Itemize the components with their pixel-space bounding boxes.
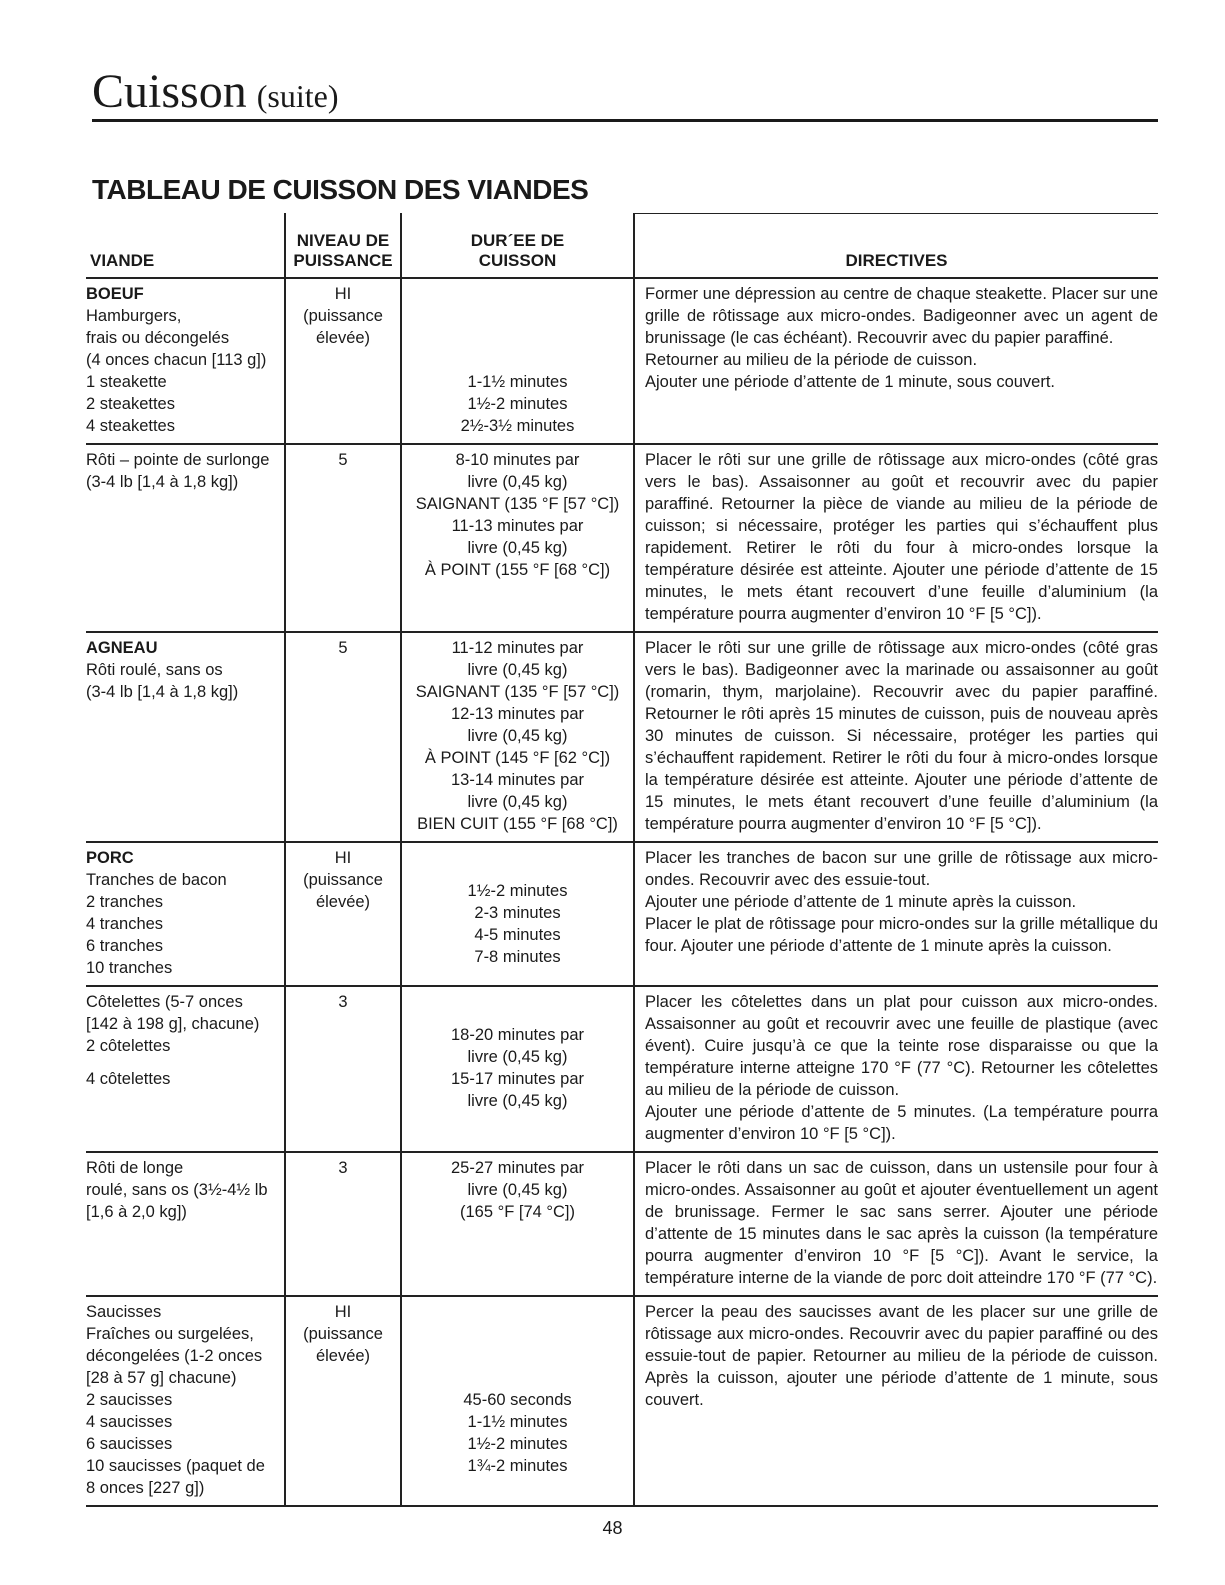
table-row bbox=[86, 444, 1158, 632]
niveau-cell bbox=[285, 1152, 401, 1296]
viande-line: décongelées (1-2 onces bbox=[86, 1347, 263, 1365]
duree-line: 4-5 minutes bbox=[474, 926, 561, 944]
viande-line: 6 tranches bbox=[86, 937, 164, 955]
viande-cell bbox=[86, 1152, 285, 1296]
niveau-line: (puissance bbox=[303, 307, 383, 325]
viande-line: Hamburgers, bbox=[86, 307, 182, 325]
viande-line: 4 steakettes bbox=[86, 417, 175, 435]
page-number: 48 bbox=[602, 1518, 623, 1538]
directive-paragraph: Ajouter une période d’attente de 1 minute après la cuisson. bbox=[645, 893, 1077, 911]
duree-line: SAIGNANT (135 °F [57 °C]) bbox=[415, 495, 620, 513]
niveau-line: HI bbox=[334, 1303, 352, 1321]
duree-cell bbox=[401, 444, 634, 632]
column-header-duree-line: DUR´EE DE bbox=[470, 231, 565, 250]
page-title: Cuisson bbox=[92, 65, 247, 118]
duree-line: 7-8 minutes bbox=[474, 948, 561, 966]
viande-line: Fraîches ou surgelées, bbox=[86, 1325, 254, 1343]
directives-cell bbox=[634, 986, 1158, 1152]
table-header-row bbox=[86, 213, 1158, 278]
viande-line: 2 steakettes bbox=[86, 395, 175, 413]
category-label: AGNEAU bbox=[86, 639, 158, 657]
viande-line: [1,6 à 2,0 kg]) bbox=[86, 1203, 187, 1221]
column-header-directives: DIRECTIVES bbox=[634, 213, 1158, 278]
duree-line: 11-12 minutes par bbox=[451, 639, 584, 657]
viande-cell bbox=[86, 444, 285, 632]
directives-cell bbox=[634, 632, 1158, 842]
viande-line: 4 saucisses bbox=[86, 1413, 173, 1431]
duree-line: livre (0,45 kg) bbox=[467, 1092, 568, 1110]
duree-cell bbox=[401, 278, 634, 444]
directive-paragraph: Ajouter une période d’attente de 5 minutes. (La température pourra augmenter d’environ 10 °F [5 °C]). bbox=[645, 1103, 1158, 1143]
table-row bbox=[86, 842, 1158, 986]
page-header bbox=[92, 64, 1158, 119]
niveau-line: élevée) bbox=[315, 893, 371, 911]
viande-line: 6 saucisses bbox=[86, 1435, 173, 1453]
column-header-viande: VIANDE bbox=[90, 251, 155, 270]
niveau-line: 5 bbox=[338, 451, 348, 469]
duree-line: 2-3 minutes bbox=[474, 904, 561, 922]
table-title: TABLEAU DE CUISSON DES VIANDES bbox=[92, 174, 589, 205]
niveau-cell bbox=[285, 986, 401, 1152]
duree-line: À POINT (155 °F [68 °C]) bbox=[424, 561, 611, 579]
viande-cell bbox=[86, 1296, 285, 1506]
duree-line: livre (0,45 kg) bbox=[467, 539, 568, 557]
viande-line: [142 à 198 g], chacune) bbox=[86, 1015, 260, 1033]
duree-line: 8-10 minutes par bbox=[455, 451, 580, 469]
directive-paragraph: Former une dépression au centre de chaque steakette. Placer sur une grille de rôtissage aux micro-ondes. Badigeonner avec un agent de brunissage (le cas échéant). Recouvrir avec du papier paraffiné. bbox=[645, 285, 1158, 347]
niveau-cell bbox=[285, 444, 401, 632]
niveau-line: 5 bbox=[338, 639, 348, 657]
viande-line: 1 steakette bbox=[86, 373, 167, 391]
directive-paragraph: Retourner au milieu de la période de cuisson. bbox=[645, 351, 978, 369]
duree-line: 1-1½ minutes bbox=[467, 1413, 568, 1431]
duree-line: livre (0,45 kg) bbox=[467, 661, 568, 679]
niveau-cell bbox=[285, 632, 401, 842]
viande-line: [28 à 57 g] chacune) bbox=[86, 1369, 237, 1387]
duree-line: livre (0,45 kg) bbox=[467, 473, 568, 491]
viande-line: roulé, sans os (3½-4½ lb bbox=[86, 1181, 268, 1199]
duree-line: livre (0,45 kg) bbox=[467, 1048, 568, 1066]
niveau-line: HI bbox=[334, 285, 352, 303]
viande-line: (3-4 lb [1,4 à 1,8 kg]) bbox=[86, 473, 239, 491]
duree-line: 1½-2 minutes bbox=[467, 1435, 568, 1453]
viande-line: Rôti roulé, sans os bbox=[86, 661, 223, 679]
viande-line: 8 onces [227 g]) bbox=[86, 1479, 205, 1497]
viande-line: Tranches de bacon bbox=[86, 871, 227, 889]
viande-line: 2 côtelettes bbox=[86, 1037, 171, 1055]
niveau-cell bbox=[285, 1296, 401, 1506]
niveau-line: 3 bbox=[338, 993, 348, 1011]
directive-paragraph: Placer le rôti sur une grille de rôtissage aux micro-ondes (côté gras vers le bas). Assaisonner au goût et recouvrir avec du papier paraffiné. Retourner la pièce de viande au milieu de la période de cuisson; si nécessaire, protéger les parties qui s’échauffent plus rapidement. Retirer le rôti du four à micro-ondes lorsque la température désirée est atteinte. Ajouter une période d’attente de 15 minutes, le mets étant recouvert d’une feuille d’aluminium (la température pourra augmenter d’environ 10 °F [5 °C]). bbox=[645, 451, 1158, 623]
directives-cell bbox=[634, 1296, 1158, 1506]
viande-line: 10 tranches bbox=[86, 959, 173, 977]
directive-paragraph: Placer les tranches de bacon sur une grille de rôtissage aux micro-ondes. Recouvrir avec des essuie-tout. bbox=[645, 849, 1158, 889]
duree-line: 1½-2 minutes bbox=[467, 395, 568, 413]
viande-line: 4 côtelettes bbox=[86, 1070, 171, 1088]
column-header-niveau bbox=[285, 213, 401, 278]
table-row bbox=[86, 1152, 1158, 1296]
duree-line: 2½-3½ minutes bbox=[460, 417, 575, 435]
duree-line: (165 °F [74 °C]) bbox=[460, 1203, 575, 1221]
directive-paragraph: Ajouter une période d’attente de 1 minute, sous couvert. bbox=[645, 373, 1056, 391]
category-label: PORC bbox=[86, 849, 134, 867]
niveau-cell bbox=[285, 842, 401, 986]
viande-line: Saucisses bbox=[86, 1303, 162, 1321]
directives-cell bbox=[634, 278, 1158, 444]
directive-paragraph: Percer la peau des saucisses avant de les placer sur une grille de rôtissage aux micro-ondes. Recouvrir avec du papier paraffiné ou des essuie-tout de papier. Retourner au milieu de la période de cuisson. Après la cuisson, ajouter une période d’attente de 1 minute, sous couvert. bbox=[645, 1303, 1158, 1409]
viande-line: Côtelettes (5-7 onces bbox=[86, 993, 243, 1011]
niveau-cell bbox=[285, 278, 401, 444]
directives-cell bbox=[634, 1152, 1158, 1296]
duree-line: 1½-2 minutes bbox=[467, 882, 568, 900]
duree-line: 11-13 minutes par bbox=[451, 517, 584, 535]
duree-cell bbox=[401, 986, 634, 1152]
directives-cell bbox=[634, 444, 1158, 632]
table-row bbox=[86, 278, 1158, 444]
duree-cell bbox=[401, 842, 634, 986]
niveau-line: (puissance bbox=[303, 1325, 383, 1343]
niveau-line: élevée) bbox=[315, 1347, 371, 1365]
directives-cell bbox=[634, 842, 1158, 986]
header-rule bbox=[92, 119, 1158, 122]
directive-paragraph: Placer le rôti sur une grille de rôtissage aux micro-ondes (côté gras vers le bas). Badigeonner avec la marinade ou assaisonner au goût (romarin, thym, marjolaine). Recouvrir avec du papier paraffiné. Retourner le rôti après 15 minutes de cuisson, puis de nouveau après 30 minutes de cuisson. Si nécessaire, protéger les parties qui s’échauffent rapidement. Retirer le rôti du four à micro-ondes lorsque la température désirée est atteinte. Ajouter une période d’attente de 15 minutes, le mets étant recouvert d’une feuille d’aluminium (la température pourra augmenter d’environ 10 °F [5 °C]). bbox=[645, 639, 1158, 833]
meat-cooking-table bbox=[86, 213, 1158, 1507]
table-row bbox=[86, 1296, 1158, 1506]
viande-line: frais ou décongelés bbox=[86, 329, 230, 347]
duree-line: À POINT (145 °F [62 °C]) bbox=[424, 749, 611, 767]
duree-cell bbox=[401, 632, 634, 842]
niveau-line: élevée) bbox=[315, 329, 371, 347]
column-header-niveau-line: PUISSANCE bbox=[293, 251, 393, 270]
duree-cell bbox=[401, 1296, 634, 1506]
table-row bbox=[86, 632, 1158, 842]
duree-line: 45-60 seconds bbox=[463, 1391, 572, 1409]
viande-line: (4 onces chacun [113 g]) bbox=[86, 351, 267, 369]
viande-cell bbox=[86, 986, 285, 1152]
viande-line: 10 saucisses (paquet de bbox=[86, 1457, 265, 1475]
duree-line: livre (0,45 kg) bbox=[467, 727, 568, 745]
column-header-niveau-line: NIVEAU DE bbox=[296, 231, 390, 250]
duree-line: 13-14 minutes par bbox=[451, 771, 584, 789]
directive-paragraph: Placer le plat de rôtissage pour micro-ondes sur la grille métallique du four. Ajouter une période d’attente de 1 minute après la cuisson. bbox=[645, 915, 1158, 955]
directive-paragraph: Placer les côtelettes dans un plat pour cuisson aux micro-ondes. Assaisonner au goût et recouvrir avec une feuille de plastique (avec évent). Cuire jusqu’à ce que la teinte rose disparaisse ou que la température interne atteigne 170 °F (77 °C). Retourner les côtelettes au milieu de la période de cuisson. bbox=[645, 993, 1158, 1099]
duree-cell bbox=[401, 1152, 634, 1296]
directive-paragraph: Placer le rôti dans un sac de cuisson, dans un ustensile pour four à micro-ondes. Assaisonner au goût et ajouter éventuellement un agent de brunissage. Fermer le sac sans serrer. Ajouter une période d’attente de 15 minutes dans le sac après la cuisson (la température pourra augmenter d’environ 10 °F [5 °C]). Avant le service, la température interne de la viande de porc doit atteindre 170 °F (77 °C). bbox=[645, 1159, 1158, 1287]
viande-cell bbox=[86, 278, 285, 444]
viande-line: 2 saucisses bbox=[86, 1391, 173, 1409]
duree-line: 25-27 minutes par bbox=[451, 1159, 584, 1177]
page-subtitle: (suite) bbox=[256, 78, 339, 114]
duree-line: 12-13 minutes par bbox=[451, 705, 584, 723]
niveau-line: 3 bbox=[338, 1159, 348, 1177]
duree-line: 1¾-2 minutes bbox=[467, 1457, 568, 1475]
viande-line: Rôti – pointe de surlonge bbox=[86, 451, 270, 469]
viande-line: 2 tranches bbox=[86, 893, 164, 911]
duree-line: BIEN CUIT (155 °F [68 °C]) bbox=[417, 815, 618, 833]
duree-line: livre (0,45 kg) bbox=[467, 793, 568, 811]
niveau-line: (puissance bbox=[303, 871, 383, 889]
duree-line: livre (0,45 kg) bbox=[467, 1181, 568, 1199]
viande-line: (3-4 lb [1,4 à 1,8 kg]) bbox=[86, 683, 239, 701]
duree-line: SAIGNANT (135 °F [57 °C]) bbox=[415, 683, 620, 701]
viande-line: 4 tranches bbox=[86, 915, 164, 933]
column-header-duree-line: CUISSON bbox=[478, 251, 557, 270]
viande-cell bbox=[86, 842, 285, 986]
category-label: BOEUF bbox=[86, 285, 144, 303]
viande-line: Rôti de longe bbox=[86, 1159, 184, 1177]
niveau-line: HI bbox=[334, 849, 352, 867]
column-header-duree bbox=[401, 213, 634, 278]
duree-line: 18-20 minutes par bbox=[451, 1026, 584, 1044]
table-row bbox=[86, 986, 1158, 1152]
duree-line: 1-1½ minutes bbox=[467, 373, 568, 391]
viande-cell bbox=[86, 632, 285, 842]
duree-line: 15-17 minutes par bbox=[451, 1070, 584, 1088]
